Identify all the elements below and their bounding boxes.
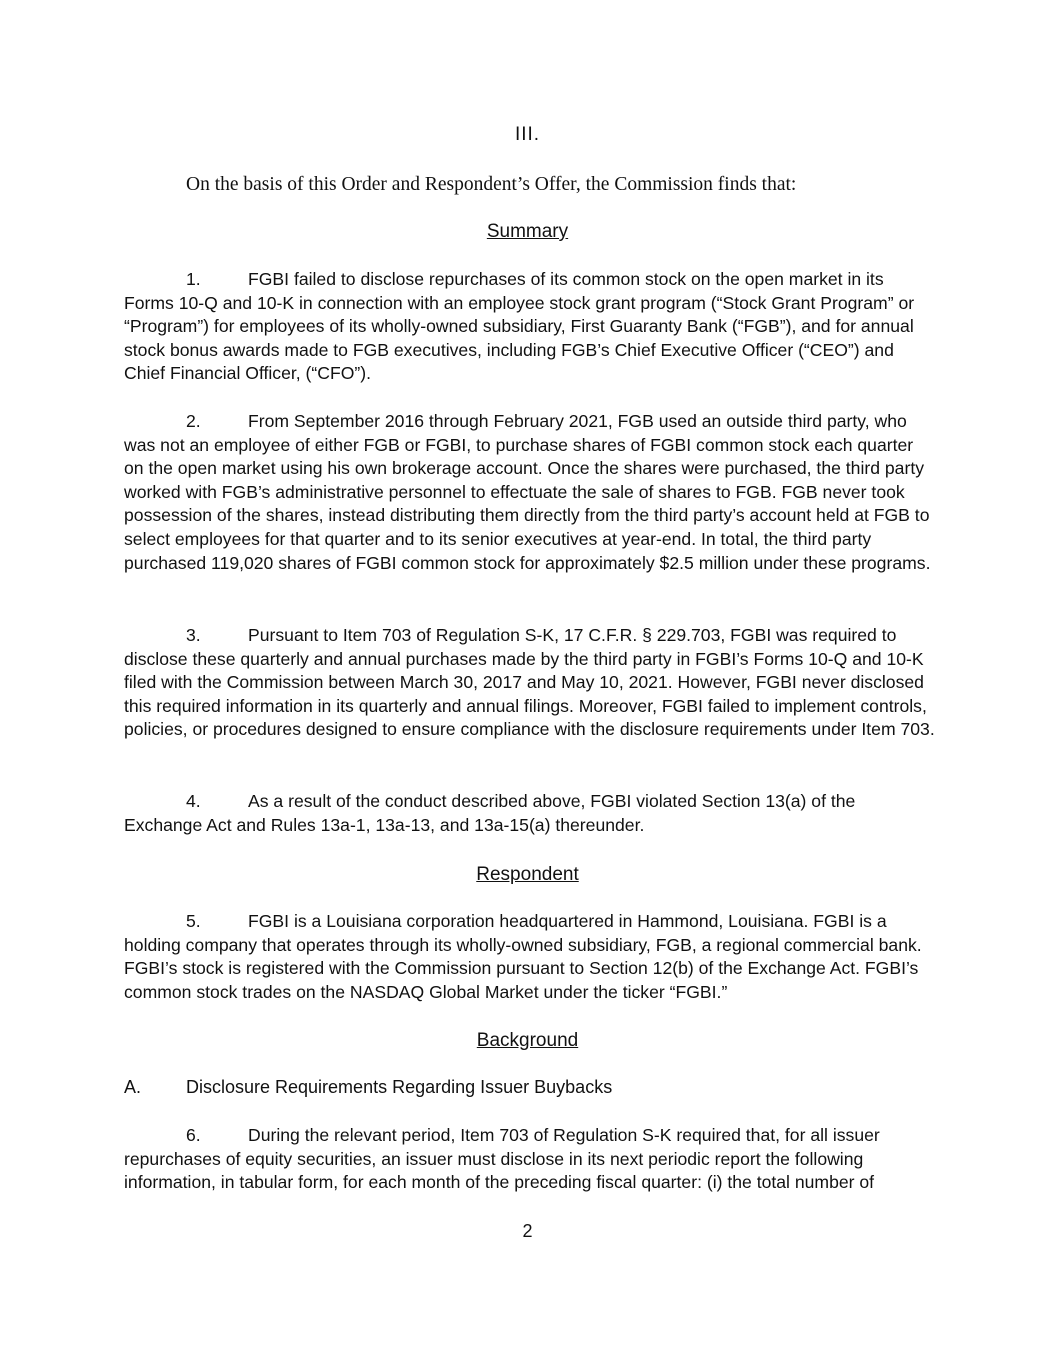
heading-background: Background xyxy=(476,1030,579,1051)
paragraph-number: 3. xyxy=(186,625,201,645)
paragraph-4 xyxy=(124,790,936,837)
heading-respondent: Respondent xyxy=(476,864,579,885)
paragraph-5 xyxy=(124,910,936,1004)
paragraph-text: Pursuant to Item 703 of Regulation S-K, 17 C.F.R. § 229.703, FGBI was required to disclose these quarterly and annual purchases made by the third party in FGBI’s Forms 10-Q and 10-K filed with the Commission between March 30, 2017 and May 10, 2021. However, FGBI never disclosed this required information in its quarterly and annual filings. Moreover, FGBI failed to implement controls, policies, or procedures designed to ensure compliance with the disclosure requirements under Item 703. xyxy=(124,625,935,740)
heading-summary: Summary xyxy=(486,221,569,242)
paragraph-number: 1. xyxy=(186,269,201,289)
intro-sentence: On the basis of this Order and Respondent’s Offer, the Commission finds that: xyxy=(186,174,797,195)
paragraph-text: FGBI is a Louisiana corporation headquartered in Hammond, Louisiana. FGBI is a holding company that operates through its wholly-owned subsidiary, FGB, a regional commercial bank. FGBI’s stock is registered with the Commission pursuant to Section 12(b) of the Exchange Act. FGBI’s common stock trades on the NASDAQ Global Market under the ticker “FGBI.” xyxy=(124,911,922,1002)
subheading-text: Disclosure Requirements Regarding Issuer Buybacks xyxy=(186,1077,613,1097)
subheading-letter: A. xyxy=(124,1077,142,1097)
paragraph-number: 5. xyxy=(186,911,201,931)
paragraph-number: 2. xyxy=(186,411,201,431)
subheading-a xyxy=(124,1077,612,1098)
page-number: 2 xyxy=(522,1221,533,1241)
paragraph-6 xyxy=(124,1124,936,1195)
paragraph-text: From September 2016 through February 2021, FGB used an outside third party, who was not an employee of either FGB or FGBI, to purchase shares of FGBI common stock each quarter on the open market using his own brokerage account. Once the shares were purchased, the third party worked with FGB’s administrative personnel to effectuate the sale of shares to FGB. FGB never took possession of the shares, instead distributing them directly from the third party’s account held at FGB to select employees for that quarter and to its senior executives at year-end. In total, the third party purchased 119,020 shares of FGBI common stock for approximately $2.5 million under these programs. xyxy=(124,411,931,573)
paragraph-2 xyxy=(124,410,936,575)
paragraph-3 xyxy=(124,624,936,742)
paragraph-number: 4. xyxy=(186,791,201,811)
section-numeral: III. xyxy=(514,124,541,145)
paragraph-1 xyxy=(124,268,936,386)
paragraph-text: FGBI failed to disclose repurchases of its common stock on the open market in its Forms 10-Q and 10-K in connection with an employee stock grant program (“Stock Grant Program” or “Program”) for employees of its wholly-owned subsidiary, First Guaranty Bank (“FGB”), and for annual stock bonus awards made to FGB executives, including FGB’s Chief Executive Officer (“CEO”) and Chief Financial Officer, (“CFO”). xyxy=(124,269,915,384)
paragraph-text: During the relevant period, Item 703 of Regulation S-K required that, for all issuer repurchases of equity securities, an issuer must disclose in its next periodic report the following information, in tabular form, for each month of the preceding fiscal quarter: (i) the total number of xyxy=(124,1125,880,1193)
paragraph-text: As a result of the conduct described above, FGBI violated Section 13(a) of the Exchange Act and Rules 13a-1, 13a-13, and 13a-15(a) thereunder. xyxy=(124,791,856,835)
paragraph-number: 6. xyxy=(186,1125,201,1145)
